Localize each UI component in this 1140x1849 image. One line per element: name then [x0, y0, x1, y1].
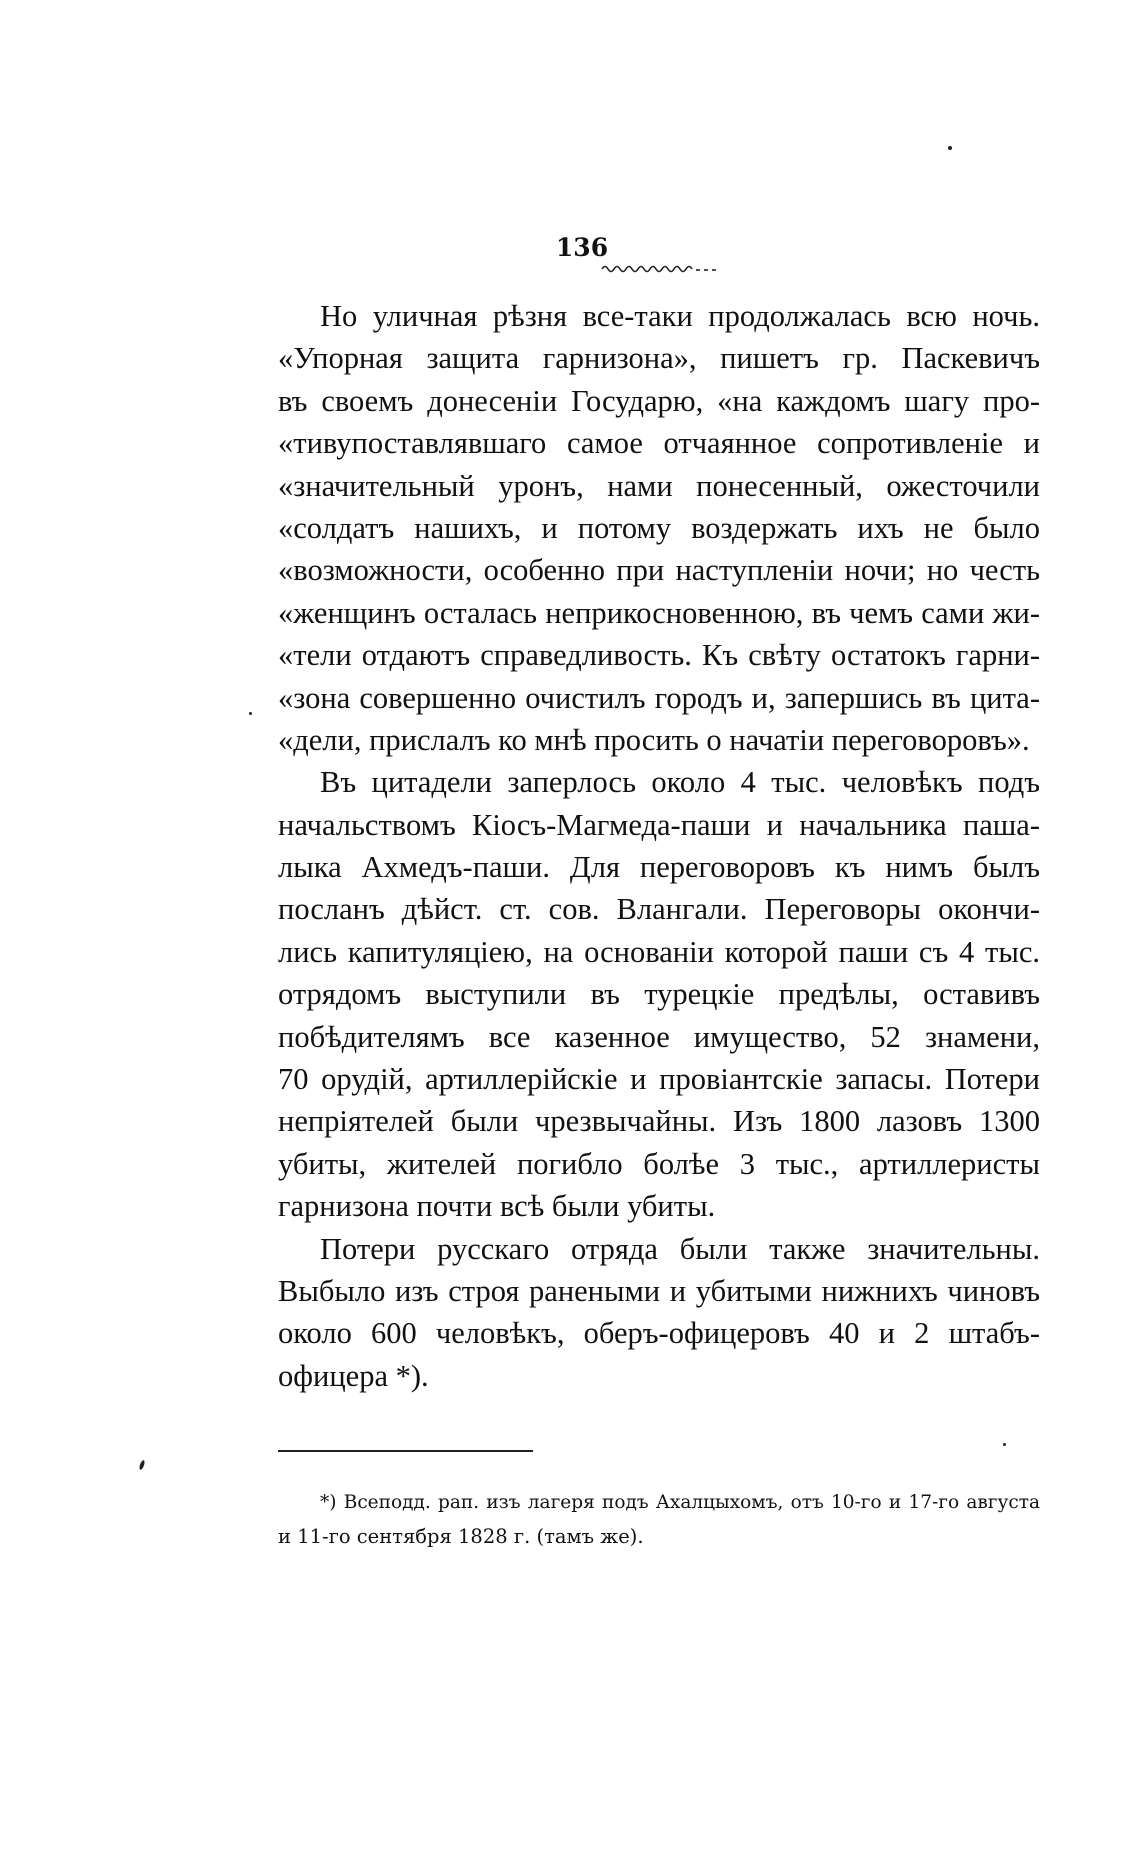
text-line: въ своемъ донесеніи Государю, «на каждомъ шагу про- [278, 383, 1040, 418]
text-line: «тели отдаютъ справедливость. Къ свѣту остатокъ гарни- [278, 638, 1040, 673]
text-line: непріятелей были чрезвычайны. Изъ 1800 лазовъ 1300 [278, 1104, 1040, 1139]
paragraph-1 [278, 295, 1040, 761]
page-number [0, 233, 1140, 262]
text-line: убиты, жителей погибло болѣе 3 тыс., артиллеристы [278, 1146, 1040, 1181]
text-line: Въ цитадели заперлось около 4 тыс. человѣкъ подъ [320, 765, 1040, 800]
text-line: отрядомъ выступили въ турецкіе предѣлы, оставивъ [278, 977, 1040, 1012]
footnote-divider [278, 1450, 533, 1452]
text-line: «солдатъ нашихъ, и потому воздержать ихъ не было [278, 510, 1040, 545]
paragraph-3 [278, 1228, 1040, 1398]
text-line: Но уличная рѣзня все-таки продолжалась всю ночь. [320, 299, 1040, 333]
text-line: «зона совершенно очистилъ городъ и, запершись въ цита- [278, 680, 1040, 715]
text-line: «дели, прислалъ ко мнѣ просить о начатіи переговоровъ». [278, 722, 1030, 757]
text-line: около 600 человѣкъ, оберъ-офицеровъ 40 и 2 штабъ- [278, 1316, 1040, 1351]
text-line: Потери русскаго отряда были также значительны. [320, 1231, 1040, 1266]
text-line: гарнизона почти всѣ были убиты. [278, 1189, 716, 1224]
main-text [278, 295, 1040, 1397]
text-line: «Упорная защита гарнизона», пишетъ гр. Паскевичъ [278, 341, 1040, 376]
footnote [278, 1486, 1040, 1554]
text-line: офицера *). [278, 1358, 429, 1393]
text-line: «возможности, особенно при наступленіи ночи; но честь [278, 553, 1040, 588]
text-line: Выбыло изъ строя ранеными и убитыми нижнихъ чиновъ [278, 1273, 1040, 1308]
text-line: побѣдителямъ все казенное имущество, 52 знамени, [278, 1019, 1040, 1054]
scan-speck [1003, 1443, 1006, 1446]
scan-speck [138, 1460, 145, 1471]
text-line: «женщинъ осталась неприкосновенною, въ чемъ сами жи- [278, 595, 1040, 630]
text-line: «значительный уронъ, нами понесенный, ожесточили [278, 468, 1040, 503]
scan-speck [948, 146, 952, 150]
paragraph-2 [278, 761, 1040, 1227]
wavy-rule-ornament [600, 263, 722, 275]
text-line: 70 орудій, артиллерійскіе и провіантскіе запасы. Потери [278, 1062, 1040, 1097]
text-line: «тивупоставлявшаго самое отчаянное сопротивленіе и [278, 426, 1040, 461]
text-line: лыка Ахмедъ-паши. Для переговоровъ къ нимъ былъ [278, 850, 1040, 885]
text-line: лись капитуляціею, на основаніи которой паши съ 4 тыс. [278, 934, 1040, 969]
footnote-line: *) Всеподд. рап. изъ лагеря подъ Ахалцыхомъ, отъ 10-го и 17-го августа [320, 1492, 1040, 1513]
footnote-line: и 11-го сентября 1828 г. (тамъ же). [278, 1525, 644, 1548]
text-line: посланъ дѣйст. ст. сов. Влангали. Переговоры окончи- [278, 892, 1040, 927]
page-number-text: 136 [555, 233, 609, 262]
scan-speck [249, 712, 252, 715]
text-line: начальствомъ Кіосъ-Магмеда-паши и начальника паша- [278, 807, 1040, 842]
